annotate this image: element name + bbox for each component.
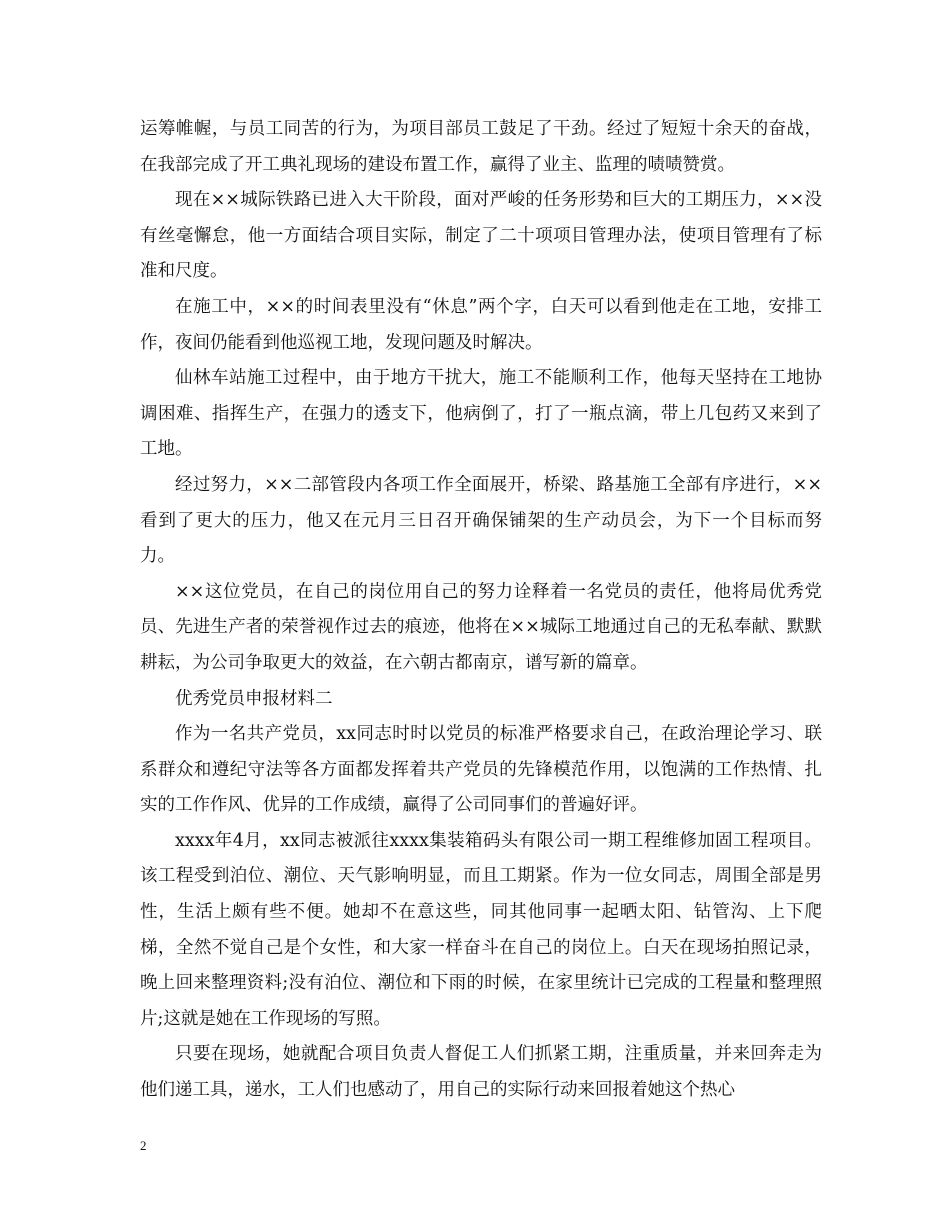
paragraph: 只要在现场，她就配合项目负责人督促工人们抓紧工期，注重质量，并来回奔走为他们递工具，递水，工人们也感动了，用自己的实际行动来回报着她这个热心 — [140, 1044, 822, 1101]
paragraph: 现在××城际铁路已进入大干阶段，面对严峻的任务形势和巨大的工期压力，××没有丝毫懈怠，他一方面结合项目实际，制定了二十项项目管理办法，使项目管理有了标准和尺度。 — [140, 190, 822, 282]
paragraph: ××这位党员，在自己的岗位用自己的努力诠释着一名党员的责任，他将局优秀党员、先进生产者的荣誉视作过去的痕迹，他将在××城际工地通过自己的无私奉献、默默耕耘，为公司争取更大的效益，在六朝古都南京，谱写新的篇章。 — [140, 581, 822, 673]
paragraph: 仙林车站施工过程中，由于地方干扰大，施工不能顺利工作，他每天坚持在工地协调困难、指挥生产，在强力的透支下，他病倒了，打了一瓶点滴，带上几包药又来到了工地。 — [140, 368, 822, 460]
paragraph: 作为一名共产党员，xx同志时时以党员的标准严格要求自己，在政治理论学习、联系群众和遵纪守法等各方面都发挥着共产党员的先锋模范作用，以饱满的工作热情、扎实的工作作风、优异的工作成绩，赢得了公司同事们的普遍好评。 — [140, 724, 822, 816]
paragraph: 在施工中，××的时间表里没有“休息”两个字，白天可以看到他走在工地，安排工作，夜间仍能看到他巡视工地，发现问题及时解决。 — [140, 296, 822, 353]
paragraph: 经过努力，××二部管段内各项工作全面展开，桥梁、路基施工全部有序进行，××看到了更大的压力，他又在元月三日召开确保铺架的生产动员会，为下一个目标而努力。 — [140, 474, 822, 567]
section-heading: 优秀党员申报材料二 — [175, 688, 333, 709]
paragraph-continued: 运筹帷幄，与员工同苦的行为，为项目部员工鼓足了干劲。经过了短短十余天的奋战，在我部完成了开工典礼现场的建设布置工作，赢得了业主、监理的啧啧赞赏。 — [140, 119, 822, 175]
paragraph: xxxx年4月，xx同志被派往xxxx集装箱码头有限公司一期工程维修加固工程项目。该工程受到泊位、潮位、天气影响明显，而且工期紧。作为一位女同志，周围全部是男性，生活上颇有些不便。她却不在意这些，同其他同事一起晒太阳、钻管沟、上下爬梯，全然不觉自己是个女性，和大家一样奋斗在自己的岗位上。白天在现场拍照记录，晚上回来整理资料;没有泊位、潮位和下雨的时候，在家里统计已完成的工程量和整理照片;这就是她在工作现场的写照。 — [140, 830, 822, 1029]
page-number: 2 — [140, 1138, 147, 1153]
document-body — [140, 112, 822, 1109]
